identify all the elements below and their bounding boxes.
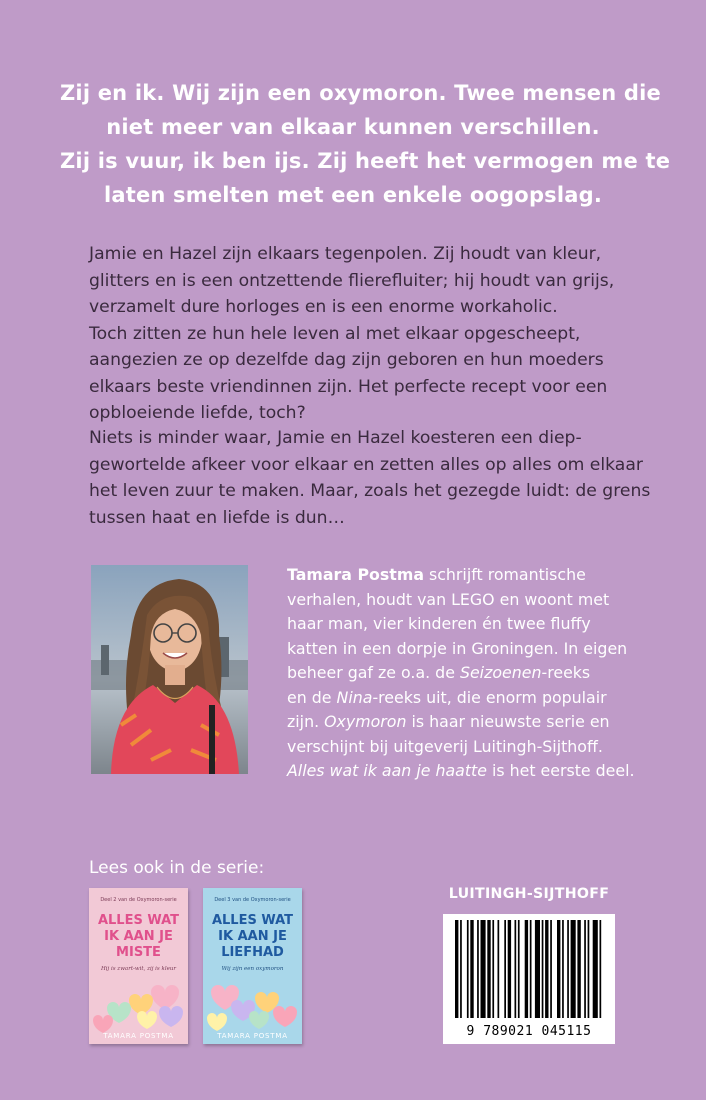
tagline <box>60 76 671 212</box>
series-label: Lees ook in de serie: <box>89 858 265 878</box>
bio-text: is haar nieuwste serie en <box>406 712 610 731</box>
bio-text: en de <box>287 687 337 707</box>
bio-line <box>287 710 687 735</box>
publisher-logo: LUITINGH-SIJTHOFF <box>448 886 610 902</box>
author-portrait-illustration <box>91 565 248 774</box>
tagline-line: niet meer van elkaar kunnen verschillen. <box>106 115 600 139</box>
candy-hearts-illustration <box>207 985 297 1031</box>
bio-line <box>287 686 687 711</box>
bio-line: katten in een dorpje in Groningen. In eigen <box>287 638 628 658</box>
book-title: Alles wat ik aan je haatte <box>287 761 487 780</box>
series-cover-1 <box>89 888 188 1044</box>
blurb-paragraph-2 <box>89 425 651 531</box>
bio-line: verschijnt bij uitgeverij Luitingh-Sijthoff. <box>287 736 603 756</box>
blurb-line: het leven zuur te maken. Maar, zoals het gezegde luidt: de grens <box>89 481 651 501</box>
cover-title-line: LIEFHAD <box>221 945 284 960</box>
series-cover-2 <box>203 888 302 1044</box>
cover-title-line: IK AAN JE <box>218 929 287 944</box>
blurb-line: tussen haat en liefde is dun… <box>89 507 345 528</box>
tagline-line: Zij en ik. Wij zijn een oxymoron. Twee mensen die <box>60 81 661 105</box>
bio-text: -reeks uit, die enorm populair <box>372 687 607 707</box>
cover-title-line: MISTE <box>116 945 161 960</box>
blurb-line: gewortelde afkeer voor elkaar en zetten alles op alles om elkaar <box>89 454 643 475</box>
blurb-line: aangezien ze op dezelfde dag zijn geboren en hun moeders <box>89 350 604 370</box>
bio-line <box>287 661 687 686</box>
bio-text: is het eerste deel. <box>486 761 635 780</box>
cover-art <box>89 888 188 1044</box>
cover-author: TAMARA POSTMA <box>217 1032 288 1040</box>
bio-text: zijn. <box>287 712 325 731</box>
bio-line <box>287 563 687 588</box>
author-name: Tamara Postma <box>287 565 424 584</box>
author-bio <box>287 563 687 784</box>
cover-author: TAMARA POSTMA <box>103 1032 174 1040</box>
bio-line: haar man, vier kinderen én twee fluffy <box>287 614 591 633</box>
blurb-line: Toch zitten ze hun hele leven al met elkaar opgescheept, <box>89 323 581 344</box>
blurb-line: Jamie en Hazel zijn elkaars tegenpolen. Zij houdt van kleur, <box>89 244 602 264</box>
cover-art <box>203 888 302 1044</box>
series-name: Nina <box>336 687 373 707</box>
blurb-line: glitters en is een ontzettende flierefluiter; hij houdt van grijs, <box>89 270 615 291</box>
blurb-line: Niets is minder waar, Jamie en Hazel koesteren een diep- <box>89 428 582 448</box>
tagline-line: Zij is vuur, ik ben ijs. Zij heeft het vermogen me te <box>60 149 671 173</box>
author-photo <box>91 565 248 774</box>
cover-top-note: Deel 2 van de Oxymoron-serie <box>100 897 177 903</box>
cover-title-line: IK AAN JE <box>104 929 173 944</box>
bio-text: -reeks <box>541 663 591 682</box>
barcode <box>443 914 615 1044</box>
blurb-paragraph-1 <box>89 241 629 427</box>
cover-title-line: ALLES WAT <box>211 913 294 928</box>
bio-line: verhalen, houdt van LEGO en woont met <box>287 589 610 609</box>
blurb-line: verzamelt dure horloges en is een enorme workaholic. <box>89 297 558 317</box>
series-name: Oxymoron <box>324 712 407 731</box>
cover-subtitle: Hij is zwart-wit, zij is kleur <box>100 966 177 972</box>
bio-text: schrijft romantische <box>423 565 586 584</box>
tagline-line: laten smelten met een enkele oogopslag. <box>103 183 603 207</box>
blurb-line: elkaars beste vriendinnen zijn. Het perfecte recept voor een <box>89 376 608 397</box>
bio-text: beheer gaf ze o.a. de <box>287 663 460 682</box>
candy-hearts-illustration <box>93 985 183 1033</box>
cover-top-note: Deel 3 van de Oxymoron-serie <box>214 897 291 903</box>
isbn-number: 9 789021 045115 <box>466 1024 592 1039</box>
cover-title-line: ALLES WAT <box>97 913 180 928</box>
series-name: Seizoenen <box>459 663 542 682</box>
blurb-line: opbloeiende liefde, toch? <box>89 403 306 423</box>
cover-subtitle: Wij zijn een oxymoron <box>221 966 284 972</box>
barcode-bars <box>443 914 615 1022</box>
bio-line <box>287 759 687 784</box>
